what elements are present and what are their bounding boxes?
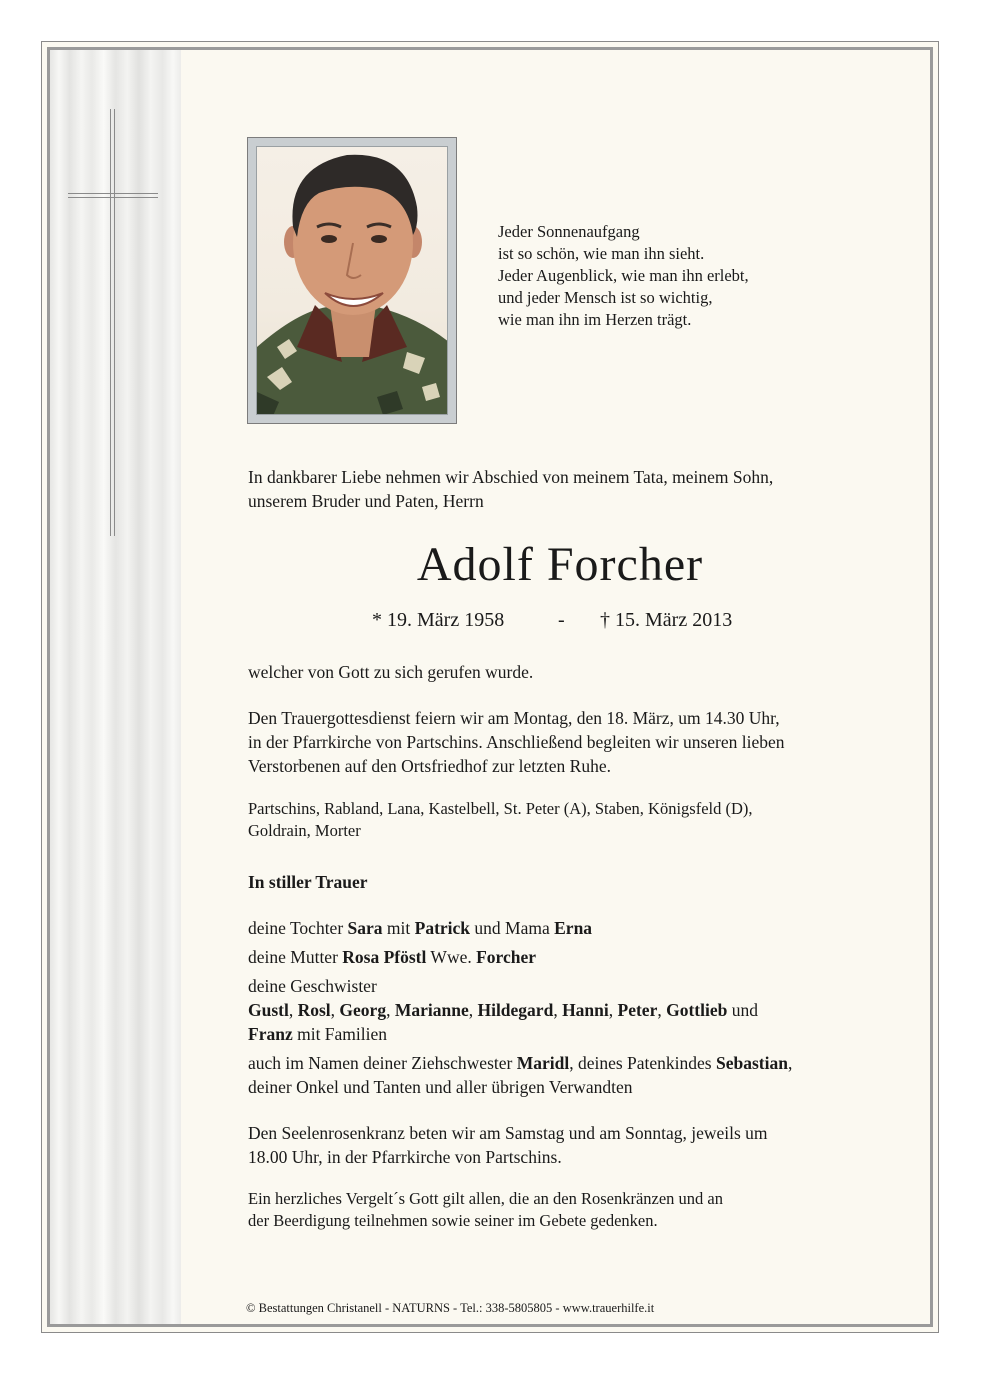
text: auch im Namen deiner Ziehschwester — [248, 1053, 517, 1073]
mourner-name: Hildegard — [477, 1000, 554, 1020]
thanks-line: Ein herzliches Vergelt´s Gott gilt allen, die an den Rosenkränzen und an — [248, 1189, 724, 1208]
text: deine Tochter — [248, 918, 348, 938]
called-text — [248, 660, 888, 684]
mourner-name: Erna — [554, 918, 593, 938]
mourner-siblings: Gustl, Rosl, Georg, Marianne, Hildegard, Hanni, Peter, Gottlieb und — [248, 1000, 758, 1020]
poem-line: ist so schön, wie man ihn sieht. — [498, 244, 705, 263]
mourner-daughter — [248, 916, 888, 940]
text: , deines Patenkindes — [569, 1053, 716, 1073]
mourner-name: Franz — [248, 1024, 293, 1044]
mourner-name: Georg — [339, 1000, 387, 1020]
text: mit Familien — [292, 1024, 388, 1044]
mourner-name: Marianne — [394, 1000, 469, 1020]
mourner-name: Maridl — [516, 1053, 570, 1073]
text: Wwe. — [426, 947, 477, 967]
mourner-also-line2: deiner Onkel und Tanten und aller übrigen Verwandten — [248, 1077, 633, 1097]
text: und Mama — [470, 918, 555, 938]
text: mit — [382, 918, 415, 938]
service-line: in der Pfarrkirche von Partschins. Anschließend begleiten wir unseren lieben — [248, 732, 785, 752]
mourner-name: Sara — [347, 918, 383, 938]
service-line: Den Trauergottesdienst feiern wir am Montag, den 18. März, um 14.30 Uhr, — [248, 708, 780, 728]
poem-line: wie man ihn im Herzen trägt. — [498, 310, 692, 329]
mourner-name: Rosa Pföstl — [342, 947, 427, 967]
mourner-siblings-last — [248, 1022, 888, 1046]
places-line: Goldrain, Morter — [248, 821, 361, 840]
mourner-name: Gustl — [248, 1000, 289, 1020]
portrait-illustration — [257, 147, 448, 415]
thanks-line: der Beerdigung teilnehmen sowie seiner im Gebete gedenken. — [248, 1211, 658, 1230]
rosary-line: 18.00 Uhr, in der Pfarrkirche von Partschins. — [248, 1147, 562, 1167]
intro-line: In dankbarer Liebe nehmen wir Abschied von meinem Tata, meinem Sohn, — [248, 467, 774, 487]
mourner-name: Hanni — [562, 1000, 609, 1020]
death-date: † 15. März 2013 — [600, 609, 733, 631]
date-separator: - — [558, 609, 565, 631]
poem-line: und jeder Mensch ist so wichtig, — [498, 288, 713, 307]
text: , — [787, 1053, 793, 1073]
portrait-frame — [247, 137, 457, 424]
deceased-name: Adolf Forcher — [416, 538, 704, 591]
thanks-text — [248, 1188, 888, 1232]
footer-credit: © Bestattungen Christanell - NATURNS - Tel.: 338-5805805 - www.trauerhilfe.it — [246, 1301, 655, 1315]
mourner-name: Forcher — [476, 947, 537, 967]
mourner-name: Gottlieb — [666, 1000, 728, 1020]
text: und — [727, 1000, 758, 1020]
memorial-poem — [498, 221, 828, 331]
intro-text — [248, 465, 888, 513]
mourner-name: Peter — [617, 1000, 658, 1020]
portrait-photo — [256, 146, 448, 415]
called-line: welcher von Gott zu sich gerufen wurde. — [248, 662, 534, 682]
poem-line: Jeder Sonnenaufgang — [498, 222, 640, 241]
poem-line: Jeder Augenblick, wie man ihn erlebt, — [498, 266, 749, 285]
cross-icon-vertical — [110, 109, 115, 536]
mourning-heading-text: In stiller Trauer — [248, 872, 368, 892]
mourner-name: Rosl — [297, 1000, 331, 1020]
mourner-name: Sebastian — [716, 1053, 788, 1073]
places-text — [248, 798, 888, 842]
mourner-mother — [248, 945, 888, 969]
birth-date: * 19. März 1958 — [372, 609, 505, 631]
mourner-also — [248, 1051, 888, 1075]
mourning-heading — [248, 870, 888, 894]
rosary-text — [248, 1121, 888, 1169]
text: deine Mutter — [248, 947, 343, 967]
rosary-line: Den Seelenrosenkranz beten wir am Samstag und am Sonntag, jeweils um — [248, 1123, 768, 1143]
mourner-name: Patrick — [414, 918, 471, 938]
service-line: Verstorbenen auf den Ortsfriedhof zur letzten Ruhe. — [248, 756, 611, 776]
intro-line: unserem Bruder und Paten, Herrn — [248, 491, 484, 511]
cross-icon-horizontal — [68, 193, 158, 198]
places-line: Partschins, Rabland, Lana, Kastelbell, St. Peter (A), Staben, Königsfeld (D), — [248, 799, 753, 818]
service-text — [248, 706, 888, 778]
mourners-list — [248, 916, 888, 1099]
mourner-siblings-intro: deine Geschwister — [248, 976, 377, 996]
